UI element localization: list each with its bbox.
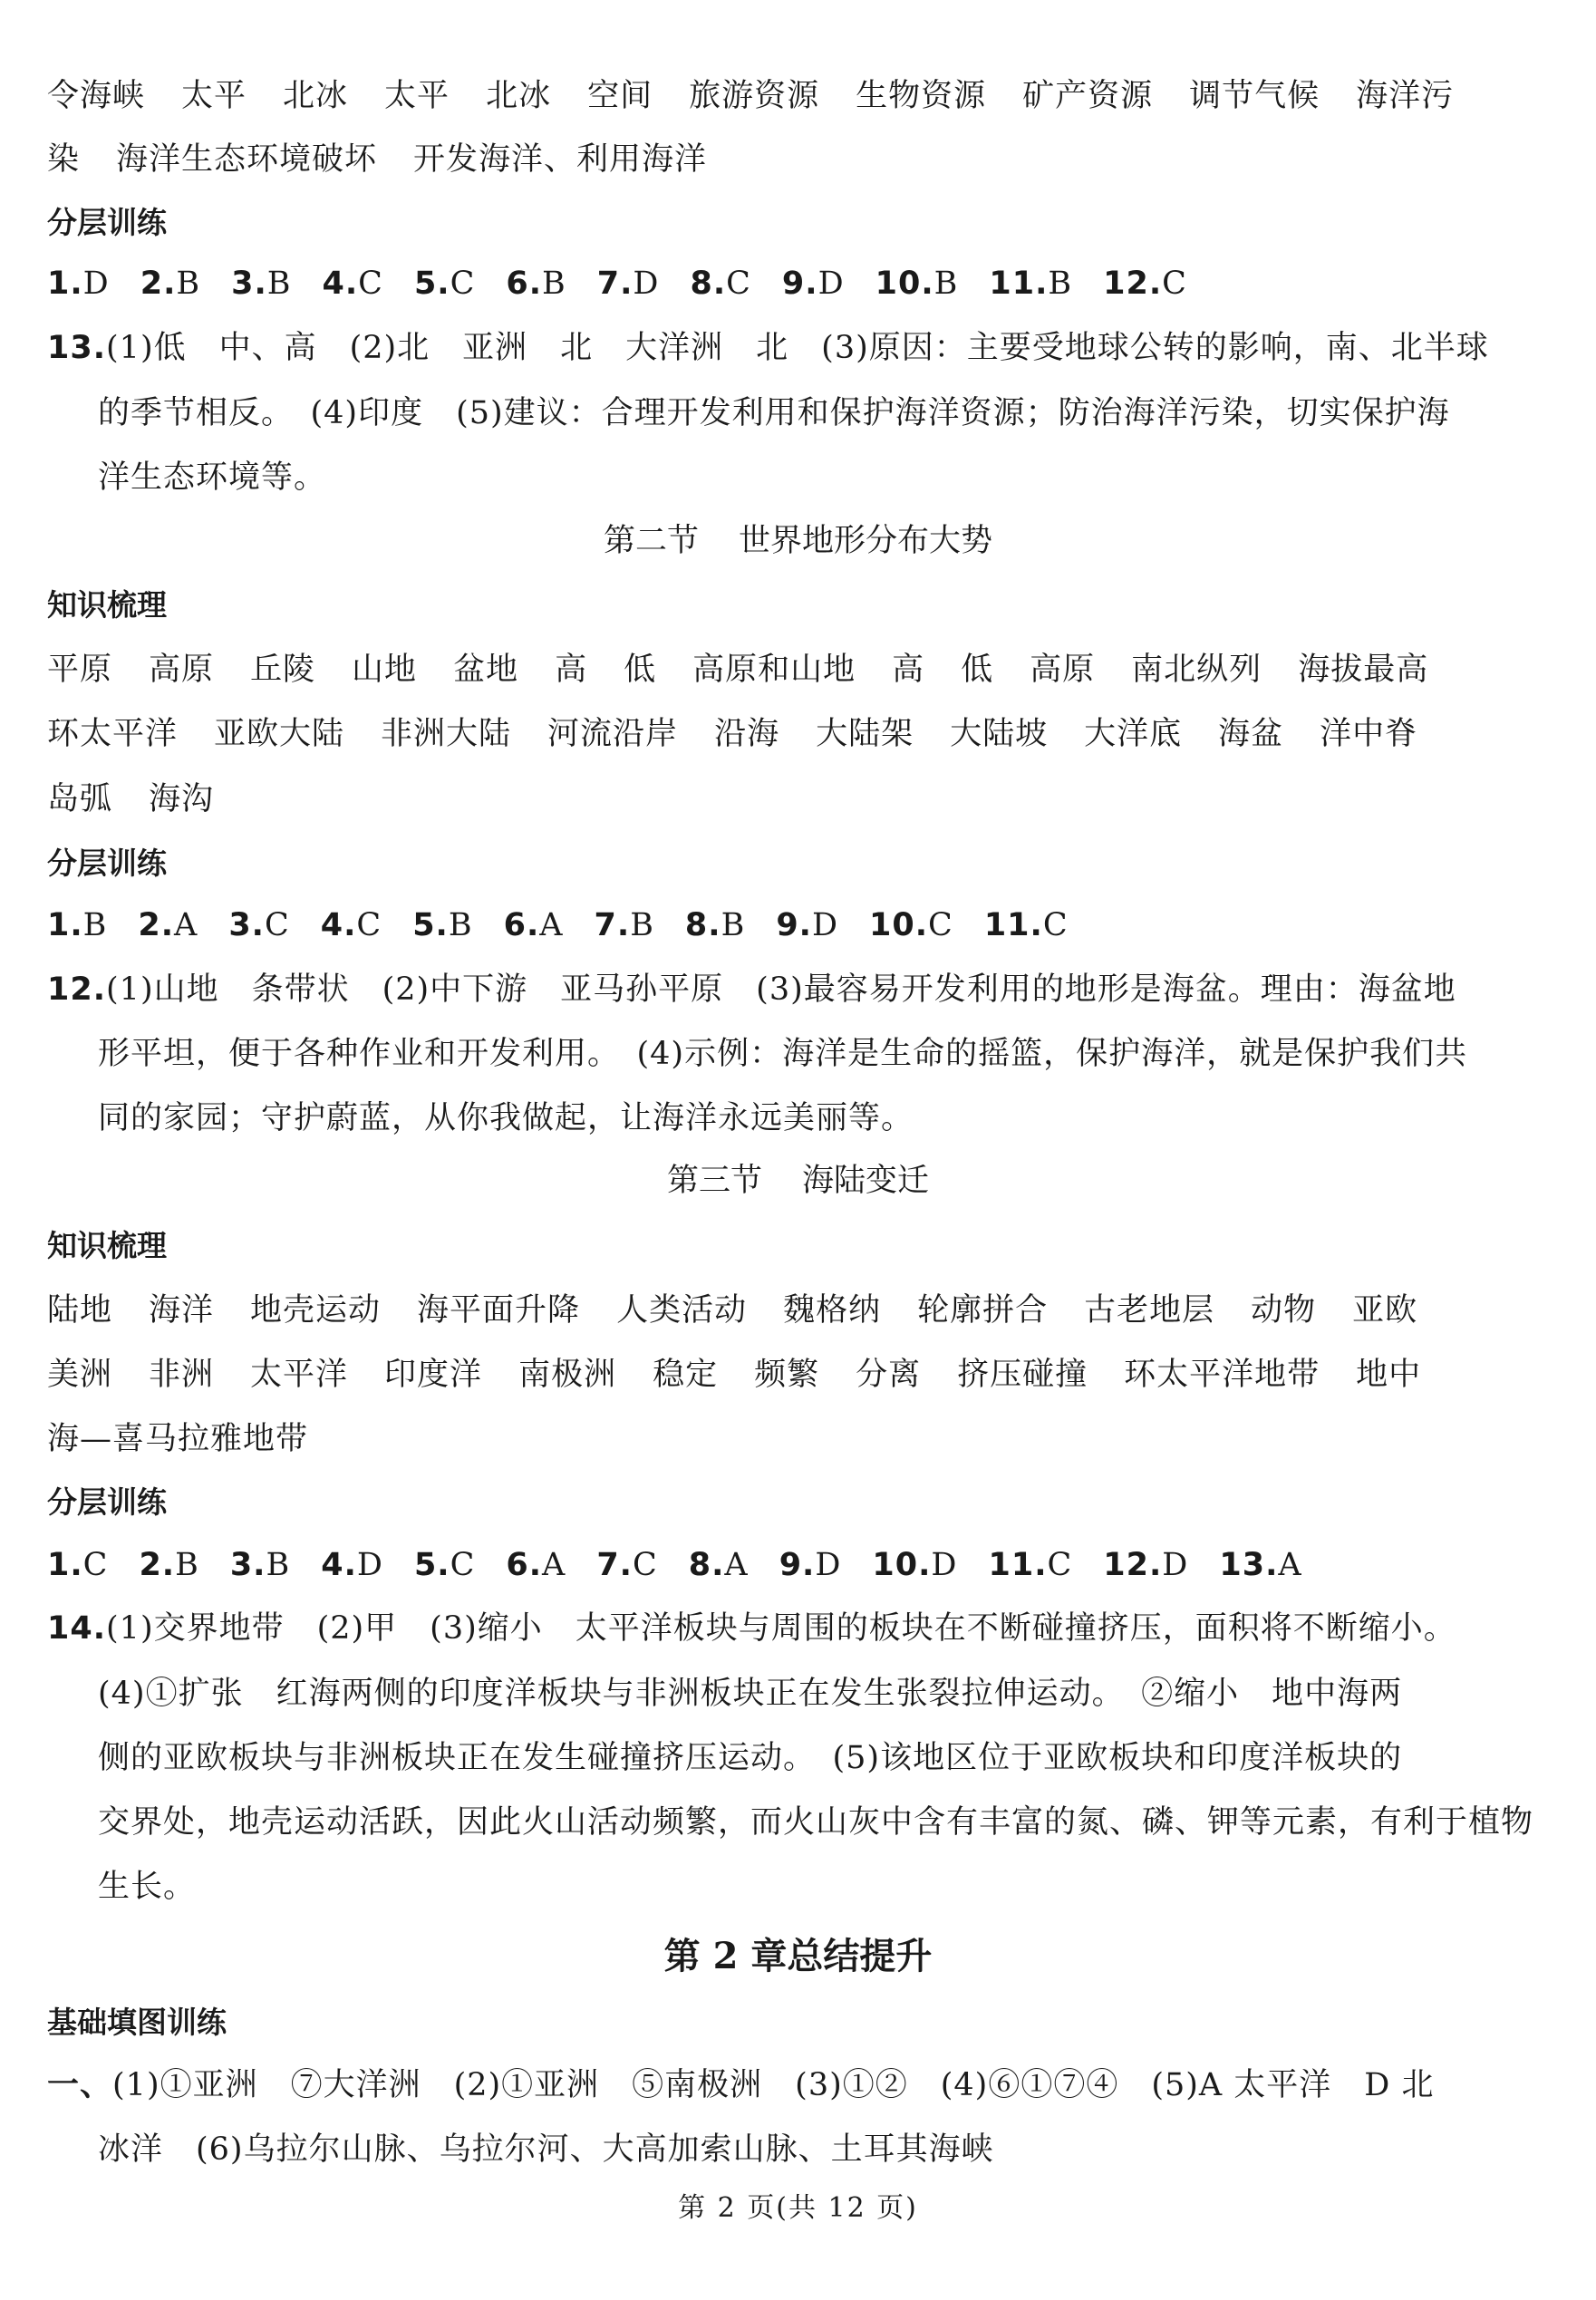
answer-item: [595, 907, 654, 943]
term: 陆地: [47, 1292, 113, 1329]
term-line: [47, 1287, 1552, 1334]
answer-number: 11.: [988, 1547, 1048, 1583]
answer-number: 1.: [47, 1547, 83, 1583]
term: 美洲: [47, 1357, 113, 1393]
answer-item: [872, 1547, 957, 1583]
answer-item: [869, 907, 953, 943]
answer-number: 2.: [139, 1547, 176, 1583]
answer-number: 6.: [506, 266, 543, 302]
term: 环太平洋: [47, 716, 179, 752]
question-number: 14.: [47, 1610, 107, 1647]
term-line: [47, 646, 1552, 693]
section-number: 第二节: [603, 523, 699, 559]
answer-number: 4.: [320, 907, 357, 943]
term: 低: [961, 652, 994, 688]
answer-number: 8.: [688, 1547, 725, 1583]
answer-item: [47, 266, 110, 302]
term: 太平: [384, 78, 450, 114]
answer-item: [989, 266, 1072, 302]
term: 令海峡: [47, 78, 146, 114]
answer-item: [321, 1547, 383, 1583]
answer-item: [230, 1547, 290, 1583]
term: 北冰: [283, 78, 349, 114]
term: 南极洲: [518, 1357, 617, 1393]
term-line: [47, 1416, 1552, 1463]
section-name: 海陆变迁: [802, 1163, 930, 1199]
term: 亚欧: [1352, 1292, 1418, 1329]
question-number: 12.: [47, 971, 107, 1008]
answer-number: 11.: [983, 907, 1043, 943]
term: 稳定: [653, 1357, 719, 1393]
answer-number: 13.: [1219, 1547, 1279, 1583]
answer-item: [138, 907, 198, 943]
answer-item: [506, 1547, 566, 1583]
term: 大陆架: [816, 716, 914, 752]
term: 魏格纳: [783, 1292, 882, 1329]
answer-number: 10.: [872, 1547, 932, 1583]
answer-letter: A: [539, 907, 564, 943]
question-13-line-2: 的季节相反。 (4)印度 (5)建议：合理开发利用和保护海洋资源；防治海洋污染，切实保护海: [98, 395, 1450, 431]
answer-letter: C: [82, 1547, 109, 1583]
answer-item: [506, 266, 566, 302]
term-line: [47, 710, 1552, 758]
question-12-line-2: 形平坦，便于各种作业和开发利用。 (4)示例：海洋是生命的摇篮，保护海洋，就是保护我们共: [98, 1036, 1468, 1072]
term: 海洋: [149, 1292, 215, 1329]
answer-letter: A: [542, 1547, 566, 1583]
answer-item: [1219, 1547, 1301, 1583]
answer-item: [689, 1547, 749, 1583]
answer-item: [685, 907, 745, 943]
practice-heading: 分层训练: [47, 846, 167, 881]
term: 高原和山地: [692, 652, 856, 688]
answer-item: [231, 266, 291, 302]
term: 动物: [1251, 1292, 1317, 1329]
term: 海—喜马拉雅地带: [47, 1421, 309, 1457]
answer-letter: D: [817, 266, 845, 302]
answer-letter: D: [633, 266, 660, 302]
answer-item: [596, 1547, 657, 1583]
answer-letter: B: [82, 907, 108, 943]
question-14-line-3: 侧的亚欧板块与非洲板块正在发生碰撞挤压运动。 (5)该地区位于亚欧板块和印度洋板块的: [98, 1740, 1403, 1776]
term: 旅游资源: [689, 78, 820, 114]
answer-letter: B: [630, 907, 654, 943]
term: 空间: [587, 78, 653, 114]
answer-number: 6.: [503, 907, 540, 943]
answer-number: 6.: [506, 1547, 543, 1583]
answer-number: 9.: [781, 266, 818, 302]
term: 开发海洋、利用海洋: [413, 141, 708, 178]
term: 高: [555, 652, 588, 688]
answer-item: [597, 266, 660, 302]
answer-letter: B: [176, 266, 201, 302]
answer-item: [875, 266, 959, 302]
answer-item: [140, 266, 200, 302]
term: 太平: [181, 78, 247, 114]
term: 北冰: [486, 78, 552, 114]
map-question-line-1: [47, 2062, 1552, 2109]
term: 生物资源: [856, 78, 987, 114]
answer-letter: C: [726, 266, 751, 302]
term: 非洲: [149, 1357, 215, 1393]
term: 环太平洋地带: [1124, 1357, 1320, 1393]
answer-letter: C: [450, 1547, 476, 1583]
answer-letter: B: [721, 907, 746, 943]
question-number: 一、: [47, 2067, 113, 2103]
answer-number: 4.: [322, 266, 359, 302]
answer-item: [988, 1547, 1072, 1583]
answer-letter: C: [358, 266, 383, 302]
term: 轮廓拼合: [917, 1292, 1049, 1329]
term: 洋中脊: [1320, 716, 1418, 752]
term: 分离: [856, 1357, 922, 1393]
term: 沿海: [714, 716, 780, 752]
term: 染: [47, 141, 81, 178]
answer-item: [690, 266, 750, 302]
term: 非洲大陆: [381, 716, 512, 752]
answer-number: 2.: [138, 907, 175, 943]
question-14-line-1: [47, 1605, 1552, 1652]
section-name: 世界地形分布大势: [739, 523, 993, 559]
answer-number: 7.: [594, 907, 631, 943]
answer-item: [776, 907, 838, 943]
answer-number: 10.: [875, 266, 934, 302]
map-question-line-2: 冰洋 (6)乌拉尔山脉、乌拉尔河、大高加索山脉、土耳其海峡: [98, 2131, 994, 2168]
answer-letter: B: [1048, 266, 1073, 302]
answer-number: 3.: [229, 1547, 266, 1583]
answer-letter: C: [356, 907, 382, 943]
term: 地中: [1356, 1357, 1422, 1393]
answer-number: 1.: [47, 266, 83, 302]
question-13-line-3: 洋生态环境等。: [98, 459, 327, 496]
term: 海盆: [1218, 716, 1284, 752]
answer-item: [782, 266, 845, 302]
question-14-line-5: 生长。: [98, 1869, 197, 1905]
answer-letter: A: [1278, 1547, 1302, 1583]
answer-row: [47, 260, 1552, 307]
term: 太平洋: [250, 1357, 349, 1393]
term: 大陆坡: [950, 716, 1049, 752]
answer-letter: A: [724, 1547, 749, 1583]
term-line: [47, 776, 1552, 823]
page-footer: 第 2 页(共 12 页): [678, 2192, 918, 2224]
term: 岛弧: [47, 781, 113, 817]
answer-letter: D: [815, 1547, 842, 1583]
answer-letter: C: [1042, 907, 1069, 943]
practice-heading: 分层训练: [47, 1484, 167, 1520]
answer-item: [412, 907, 472, 943]
term: 河流沿岸: [547, 716, 679, 752]
answer-item: [139, 1547, 198, 1583]
answer-item: [414, 1547, 475, 1583]
answer-letter: C: [632, 1547, 658, 1583]
term: 海洋生态环境破坏: [116, 141, 378, 178]
answer-number: 3.: [231, 266, 267, 302]
answer-letter: B: [542, 266, 566, 302]
answer-letter: C: [1162, 266, 1187, 302]
term: 盆地: [453, 652, 519, 688]
answer-number: 1.: [47, 907, 83, 943]
answer-item: [414, 266, 475, 302]
answer-number: 7.: [596, 266, 634, 302]
answer-item: [779, 1547, 842, 1583]
answer-letter: B: [175, 1547, 199, 1583]
answer-item: [1103, 1547, 1188, 1583]
answer-number: 12.: [1103, 266, 1163, 302]
answer-number: 10.: [869, 907, 929, 943]
answer-letter: D: [811, 907, 839, 943]
term: 挤压碰撞: [957, 1357, 1088, 1393]
answer-number: 7.: [596, 1547, 633, 1583]
answer-number: 3.: [228, 907, 265, 943]
section-title: [0, 1157, 1596, 1204]
answer-letter: C: [264, 907, 290, 943]
answer-number: 9.: [779, 1547, 816, 1583]
question-text: (1)交界地带 (2)甲 (3)缩小 太平洋板块与周围的板块在不断碰撞挤压，面积将不断缩小。: [106, 1610, 1456, 1647]
question-14-line-2: (4)①扩张 红海两侧的印度洋板块与非洲板块正在发生张裂拉伸运动。 ②缩小 地中海两: [98, 1676, 1403, 1712]
answer-item: [504, 907, 564, 943]
term: 古老地层: [1084, 1292, 1215, 1329]
term: 高原: [1030, 652, 1096, 688]
term: 低: [624, 652, 657, 688]
answer-letter: D: [82, 266, 110, 302]
question-12-line-3: 同的家园；守护蔚蓝，从你我做起，让海洋永远美丽等。: [98, 1100, 914, 1136]
question-text: (1)①亚洲 ⑦大洋洲 (2)①亚洲 ⑤南极洲 (3)①② (4)⑥①⑦④ (5)A 太平洋 D 北: [112, 2067, 1435, 2103]
answer-letter: B: [933, 266, 959, 302]
question-12-line-1: [47, 966, 1552, 1013]
answer-item: [984, 907, 1069, 943]
term: 亚欧大陆: [214, 716, 345, 752]
term: 印度洋: [384, 1357, 483, 1393]
answer-letter: D: [1162, 1547, 1189, 1583]
answer-row: [47, 902, 1552, 949]
term: 平原: [47, 652, 113, 688]
term: 高: [892, 652, 925, 688]
question-text: (1)低 中、高 (2)北 亚洲 北 大洋洲 北 (3)原因：主要受地球公转的影响，南、北半球: [106, 330, 1489, 366]
section-title: [0, 517, 1596, 565]
term: 矿产资源: [1022, 78, 1154, 114]
answer-item: [228, 907, 289, 943]
chapter-title: 第 2 章总结提升: [663, 1935, 933, 1977]
answer-row: [47, 1541, 1552, 1589]
answer-item: [47, 907, 107, 943]
question-14-line-4: 交界处，地壳运动活跃，因此火山活动频繁，而火山灰中含有丰富的氮、磷、钾等元素，有利于植物: [98, 1804, 1534, 1841]
answer-letter: B: [448, 907, 473, 943]
map-training-heading: 基础填图训练: [47, 2005, 227, 2040]
question-text: (1)山地 条带状 (2)中下游 亚马孙平原 (3)最容易开发利用的地形是海盆。理由：海盆地: [106, 971, 1456, 1008]
term-line: [47, 72, 1552, 120]
term: 海平面升降: [417, 1292, 581, 1329]
term: 调节气候: [1189, 78, 1320, 114]
answer-item: [321, 907, 382, 943]
answer-item: [1103, 266, 1187, 302]
answer-letter: C: [928, 907, 953, 943]
term: 海洋污: [1356, 78, 1455, 114]
answer-letter: A: [174, 907, 198, 943]
answer-number: 12.: [1103, 1547, 1163, 1583]
answer-letter: C: [450, 266, 476, 302]
answer-number: 2.: [140, 266, 177, 302]
term: 人类活动: [616, 1292, 748, 1329]
answer-letter: D: [931, 1547, 958, 1583]
section-number: 第三节: [666, 1163, 762, 1199]
term: 高原: [149, 652, 215, 688]
term: 地壳运动: [250, 1292, 382, 1329]
term: 南北纵列: [1131, 652, 1262, 688]
answer-number: 5.: [413, 1547, 450, 1583]
answer-number: 5.: [413, 266, 450, 302]
term-line: [47, 136, 1552, 183]
term-line: [47, 1351, 1552, 1398]
answer-item: [47, 1547, 108, 1583]
practice-heading: 分层训练: [47, 205, 167, 240]
answer-number: 11.: [989, 266, 1049, 302]
question-13-line-1: [47, 324, 1552, 372]
term: 海沟: [149, 781, 215, 817]
term: 大洋底: [1084, 716, 1183, 752]
knowledge-heading: 知识梳理: [47, 587, 167, 623]
answer-letter: C: [1047, 1547, 1073, 1583]
answer-item: [323, 266, 383, 302]
answer-letter: B: [266, 266, 292, 302]
answer-number: 5.: [412, 907, 449, 943]
answer-number: 8.: [690, 266, 727, 302]
term: 频繁: [754, 1357, 820, 1393]
answer-letter: D: [356, 1547, 383, 1583]
term: 海拔最高: [1298, 652, 1429, 688]
knowledge-heading: 知识梳理: [47, 1228, 167, 1263]
answer-number: 8.: [684, 907, 721, 943]
question-number: 13.: [47, 330, 107, 366]
answer-number: 4.: [321, 1547, 357, 1583]
term: 山地: [352, 652, 418, 688]
term: 丘陵: [250, 652, 316, 688]
answer-number: 9.: [776, 907, 812, 943]
answer-letter: B: [266, 1547, 291, 1583]
